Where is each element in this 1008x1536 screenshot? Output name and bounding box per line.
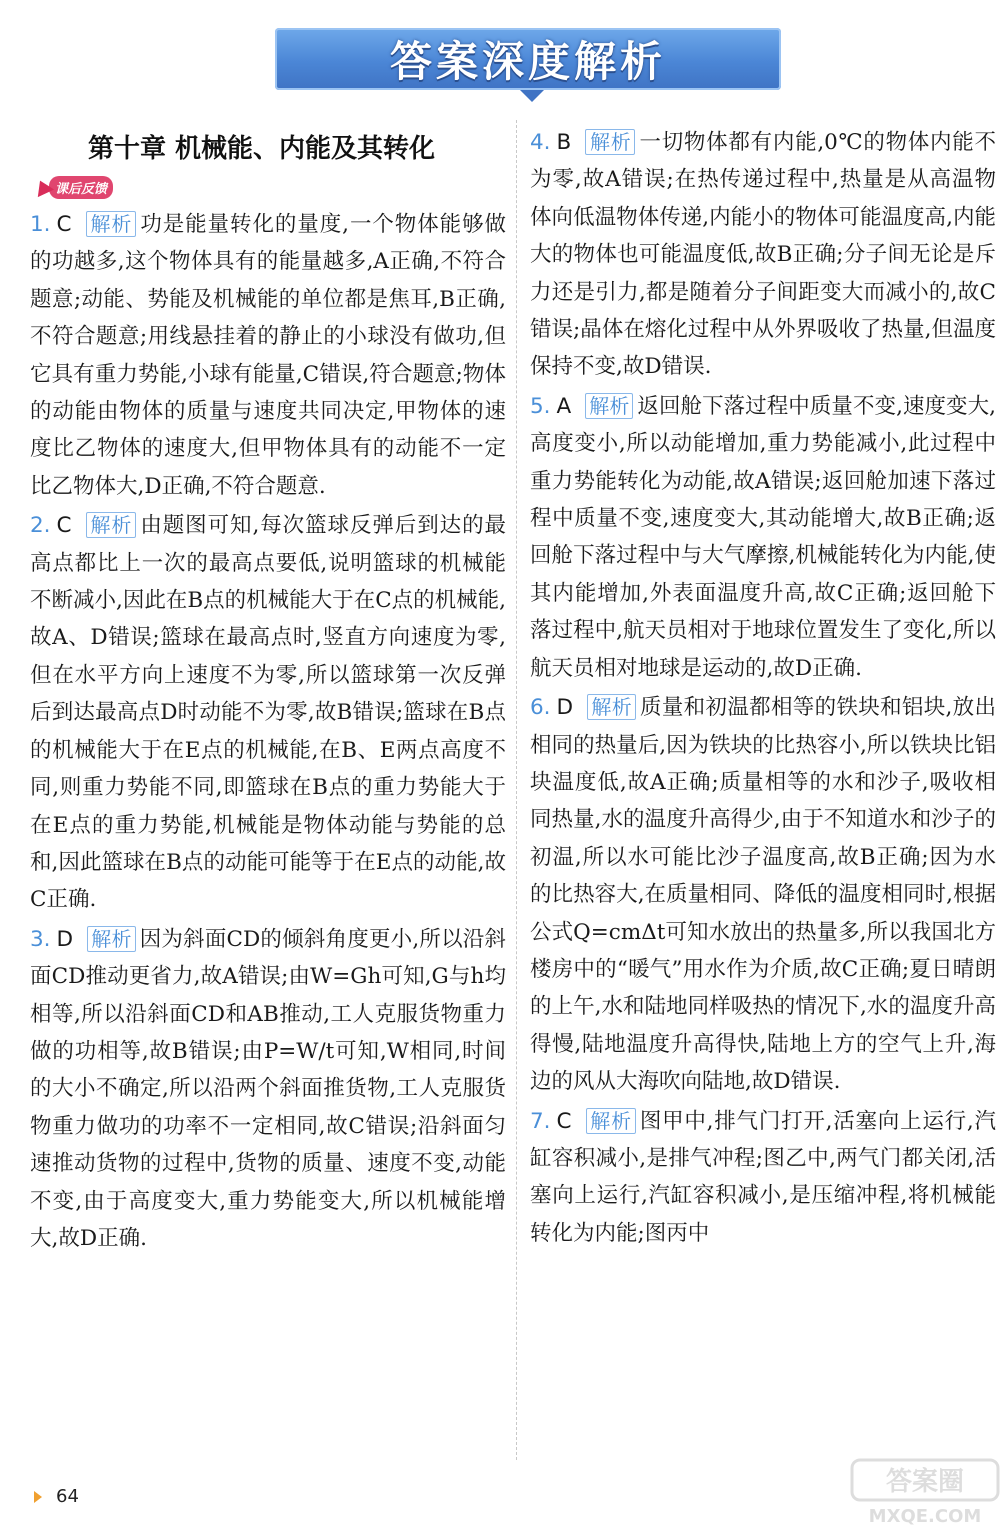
analysis-tag: 解析 <box>87 926 136 952</box>
item-number: 5. <box>530 393 551 419</box>
item-answer: B <box>556 130 572 155</box>
item-number: 2. <box>30 513 51 539</box>
page-marker-icon <box>34 1491 42 1503</box>
item-text: 返回舱下落过程中质量不变,速度变大,高度变小,所以动能增加,重力势能减小,此过程中重力势能转化为动能,故A错误;返回舱加速下落过程中质量不变,速度变大,其动能增大,故B正确;返回舱下落过程中与大气摩擦,机械能转化为内能,使其内能增加,外表面温度升高,故C正确;返回舱下落过程中,航天员相对于地球位置发生了变化,所以航天员相对地球是运动的,故D正确. <box>530 393 997 681</box>
chapter-title: 第十章 机械能、内能及其转化 <box>88 134 436 164</box>
page-number: 64 <box>56 1486 79 1507</box>
item-text: 图甲中,排气门打开,活塞向上运行,汽缸容积减小,是排气冲程;图乙中,两气门都关闭,活塞向上运行,汽缸容积减小,是压缩冲程,将机械能转化为内能;图丙中 <box>530 1108 996 1246</box>
analysis-tag: 解析 <box>585 393 633 419</box>
answer-item-4 <box>530 124 996 386</box>
item-answer: D <box>556 695 574 721</box>
item-text: 由题图可知,每次篮球反弹后到达的最高点都比上一次的最高点要低,说明篮球的机械能不断减小,因此在B点的机械能大于在C点的机械能,故A、D错误;篮球在最高点时,竖直方向速度为零,但在水平方向上速度不为零,所以篮球第一次反弹后到达最高点D时动能不为零,故B错误;篮球在B点的机械能大于在E点的机械能,在B、E两点高度不同,则重力势能不同,即篮球在B点的重力势能大于在E点的重力势能,机械能是物体动能与势能的总和,因此篮球在B点的动能可能等于在E点的动能,故C正确. <box>30 513 507 913</box>
answer-item-6 <box>530 689 996 1100</box>
answer-item-5 <box>530 388 996 687</box>
item-answer: C <box>56 212 72 237</box>
answer-item-2 <box>30 507 506 918</box>
page-footer <box>34 1486 79 1507</box>
analysis-tag: 解析 <box>86 512 137 538</box>
svg-text:MXQE.COM: MXQE.COM <box>868 1506 982 1527</box>
column-divider <box>516 120 517 1460</box>
answer-banner <box>275 28 781 90</box>
answer-item-1 <box>30 206 506 505</box>
answer-item-7 <box>530 1103 996 1253</box>
item-answer: C <box>56 513 72 539</box>
item-number: 6. <box>530 695 551 721</box>
item-text: 质量和初温都相等的铁块和铝块,放出相同的热量后,因为铁块的比热容小,所以铁块比铝块温度低,故A正确;质量相等的水和沙子,吸收相同热量,水的温度升高得少,由于不知道水和沙子的初温,所以水可能比沙子温度高,故B正确;因为水的比热容大,在质量相同、降低的温度相同时,根据公式Q=cmΔt可知水放出的热量多,所以我国北方楼房中的“暖气”用水作为介质,故C正确;夏日晴朗的上午,水和陆地同样吸热的情况下,水的温度升高得慢,陆地温度升高得快,陆地上方的空气上升,海边的风从大海吹向陆地,故D错误. <box>530 695 997 1095</box>
watermark-logo <box>850 1458 1000 1528</box>
right-column <box>530 124 996 1254</box>
analysis-tag: 解析 <box>586 1108 636 1134</box>
item-text: 因为斜面CD的倾斜角度更小,所以沿斜面CD推动更省力,故A错误;由W=Gh可知,G与h均相等,所以沿斜面CD和AB推动,工人克服货物重力做的功相等,故B错误;由P=W/t可知,W相同,时间的大小不确定,所以沿两个斜面推货物,工人克服货物重力做功的功率不一定相同,故C错误;沿斜面匀速推动货物的过程中,货物的质量、速度不变,动能不变,由于高度变大,重力势能变大,所以机械能增大,故D正确. <box>30 926 507 1251</box>
analysis-tag: 解析 <box>587 694 636 720</box>
item-answer: C <box>556 1108 572 1134</box>
analysis-tag: 解析 <box>585 129 635 155</box>
analysis-tag: 解析 <box>86 211 137 237</box>
item-text: 功是能量转化的量度,一个物体能够做的功越多,这个物体具有的能量越多,A正确,不符合题意;动能、势能及机械能的单位都是焦耳,B正确,不符合题意;用线悬挂着的静止的小球没有做功,但它具有重力势能,小球有能量,C错误,符合题意;物体的动能由物体的质量与速度共同决定,甲物体的速度比乙物体的速度大,但甲物体具有的动能不一定比乙物体大,D正确,不符合题意. <box>30 212 507 499</box>
item-text: 一切物体都有内能,0℃的物体内能不为零,故A错误;在热传递过程中,热量是从高温物体向低温物体传递,内能小的物体可能温度高,内能大的物体也可能温度低,故B正确;分子间无论是斥力还是引力,都是随着分子间距变大而减小的,故C错误;晶体在熔化过程中从外界吸收了热量,但温度保持不变,故D错误. <box>530 130 996 380</box>
left-column <box>30 206 506 1259</box>
badge-label: 课后反馈 <box>49 176 113 199</box>
feedback-badge <box>34 176 113 198</box>
banner-title: 答案深度解析 <box>389 37 666 86</box>
item-number: 7. <box>530 1108 551 1134</box>
item-number: 4. <box>530 130 551 155</box>
item-number: 3. <box>30 926 51 952</box>
svg-text:答案圈: 答案圈 <box>885 1467 965 1497</box>
item-answer: A <box>556 393 572 419</box>
answer-item-3 <box>30 921 506 1258</box>
item-answer: D <box>56 926 74 952</box>
item-number: 1. <box>30 212 51 237</box>
